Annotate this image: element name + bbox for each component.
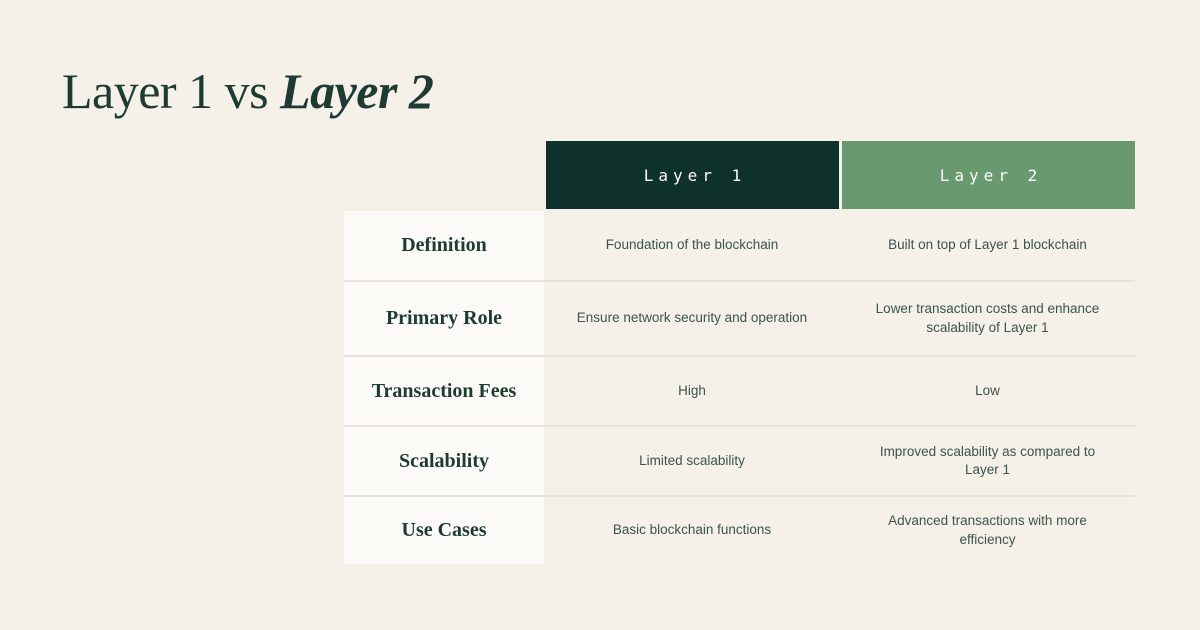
layer2-cell: Built on top of Layer 1 blockchain xyxy=(888,237,1087,253)
row-label: Transaction Fees xyxy=(344,357,544,425)
page-title-emphasis: Layer 2 xyxy=(280,63,434,119)
layer1-cell: High xyxy=(678,382,706,398)
layer1-cell: Basic blockchain functions xyxy=(612,522,772,538)
layer1-cell: Ensure network security and operation xyxy=(576,310,808,326)
comparison-table xyxy=(344,141,1135,564)
table-row xyxy=(344,211,1135,280)
table-row xyxy=(344,280,1135,355)
layer2-cell: Lower transaction costs and enhance scalability of Layer 1 xyxy=(875,301,1100,335)
layer1-cell: Foundation of the blockchain xyxy=(605,237,779,253)
column-header-layer2: Layer 2 xyxy=(842,141,1135,209)
layer2-cell: Advanced transactions with more efficiency xyxy=(888,513,1087,547)
layer1-cell: Limited scalability xyxy=(639,452,745,468)
table-body xyxy=(344,211,1135,564)
row-label: Definition xyxy=(344,211,544,280)
row-label: Use Cases xyxy=(344,497,544,564)
row-label: Primary Role xyxy=(344,282,544,355)
table-row xyxy=(344,425,1135,495)
table-row xyxy=(344,495,1135,564)
table-row xyxy=(344,355,1135,425)
layer2-cell: Improved scalability as compared to Layer 1 xyxy=(879,443,1096,477)
page-title xyxy=(62,62,433,120)
row-label: Scalability xyxy=(344,427,544,495)
layer2-cell: Low xyxy=(975,382,1000,398)
page-title-normal: Layer 1 vs xyxy=(62,63,269,119)
table-header-row xyxy=(546,141,1135,209)
column-header-layer1: Layer 1 xyxy=(546,141,839,209)
